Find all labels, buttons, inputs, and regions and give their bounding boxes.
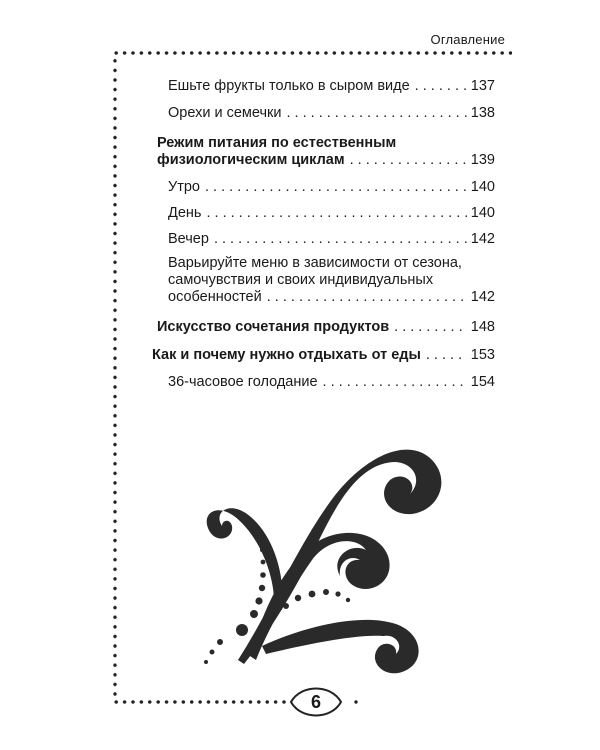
toc-entry-page: 140: [470, 179, 495, 195]
toc-entry: [168, 288, 495, 306]
dotted-border-bottom-right: [352, 699, 362, 705]
swirl-ornament-icon: [190, 398, 450, 698]
dot-leader: [394, 318, 467, 336]
dot-leader: [206, 204, 466, 222]
toc-entry-page: 142: [470, 289, 495, 305]
toc-entry: [168, 104, 495, 122]
dot-leader: [205, 178, 467, 196]
toc-entry-title-line: Режим питания по естественным: [157, 135, 397, 151]
toc-entry: [168, 204, 495, 222]
toc-entry-page: 153: [470, 347, 495, 363]
toc-entry-title: Искусство сочетания продуктов: [157, 319, 390, 335]
toc-entry-title: Орехи и семечки: [168, 105, 282, 121]
toc-entry-title: Вечер: [168, 231, 209, 247]
toc-entry-page: 138: [470, 105, 495, 121]
dot-leader: [214, 230, 467, 248]
toc-entry: [168, 373, 495, 391]
toc-entry-title-line: самочувствия и своих индивидуальных: [168, 272, 434, 288]
toc-entry-title: Как и почему нужно отдыхать от еды: [152, 347, 421, 363]
toc-entry: [157, 318, 495, 336]
toc-entry-title: Ешьте фрукты только в сыром виде: [168, 78, 410, 94]
toc-entry-title: День: [168, 205, 202, 221]
toc-entry-page: 142: [470, 231, 495, 247]
dot-leader: [426, 346, 467, 364]
dot-leader: [350, 151, 467, 169]
toc-entry: [152, 346, 495, 364]
dot-leader: [415, 77, 467, 95]
toc-entry: [168, 77, 495, 95]
toc-entry-page: 139: [470, 152, 495, 168]
toc-entry-title: физиологическим циклам: [157, 152, 345, 168]
toc-entry-title: 36-часовое голодание: [168, 374, 318, 390]
running-header: Оглавление: [430, 32, 505, 47]
toc-entry-page: 137: [470, 78, 495, 94]
page-number: 6: [310, 691, 321, 712]
toc-entry: [157, 151, 495, 169]
toc-entry: [168, 230, 495, 248]
toc-entry-page: 148: [470, 319, 495, 335]
toc-entry-page: 154: [470, 374, 495, 390]
toc-entry-title: Утро: [168, 179, 200, 195]
dot-leader: [323, 373, 467, 391]
dot-leader: [286, 104, 466, 122]
toc-entry: [168, 178, 495, 196]
toc-entry-title: особенностей: [168, 289, 262, 305]
toc-entry-page: 140: [470, 205, 495, 221]
dotted-border-bottom: [112, 699, 287, 705]
toc-entry-title-line: Варьируйте меню в зависимости от сезона,: [168, 255, 462, 271]
dot-leader: [267, 288, 467, 306]
